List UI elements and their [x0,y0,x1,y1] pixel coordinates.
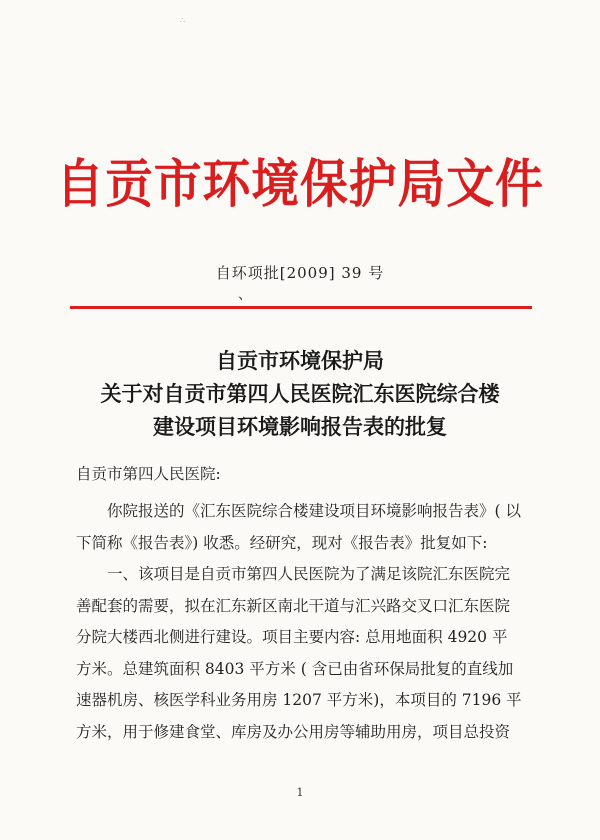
body-line-2: 下简称《报告表》) 收悉。经研究，现对《报告表》批复如下: [76,533,488,552]
red-separator-line [70,306,532,309]
body-line-3: 一、该项目是自贡市第四人民医院为了满足该院汇东医院完 [107,565,511,583]
page-number: 1 [296,786,304,799]
body-line-4: 善配套的需要，拟在汇东新区南北干道与汇兴路交叉口汇东医院 [76,596,511,615]
body-line-1: 你院报送的《汇东医院综合楼建设项目环境影响报告表》( 以 [107,502,521,520]
scan-speck: ∴ [180,16,186,25]
subject-heading [0,344,600,443]
body-line-6: 方米。总建筑面积 8403 平方米 ( 含已由省环保局批复的直线加 [76,659,514,678]
document-header-title: 自贡市环境保护局文件 [56,154,544,215]
body-text [76,496,536,748]
subject-line-2: 关于对自贡市第四人民医院汇东医院综合楼 [100,381,500,406]
body-line-5: 分院大楼西北侧进行建设。项目主要内容: 总用地面积 4920 平 [76,628,508,646]
subject-line-1: 自贡市环境保护局 [216,348,384,373]
body-line-8: 方米，用于修建食堂、库房及办公用房等辅助用房，项目总投资 [76,722,511,741]
body-line-7: 速器机房、核医学科业务用房 1207 平方米)，本项目的 7196 平 [76,691,522,709]
addressee: 自贡市第四人民医院: [76,465,221,483]
handwritten-mark: 、 [238,287,252,303]
document-number: 自环项批[2009] 39 号 [215,264,385,282]
subject-line-3: 建设项目环境影响报告表的批复 [153,414,447,439]
